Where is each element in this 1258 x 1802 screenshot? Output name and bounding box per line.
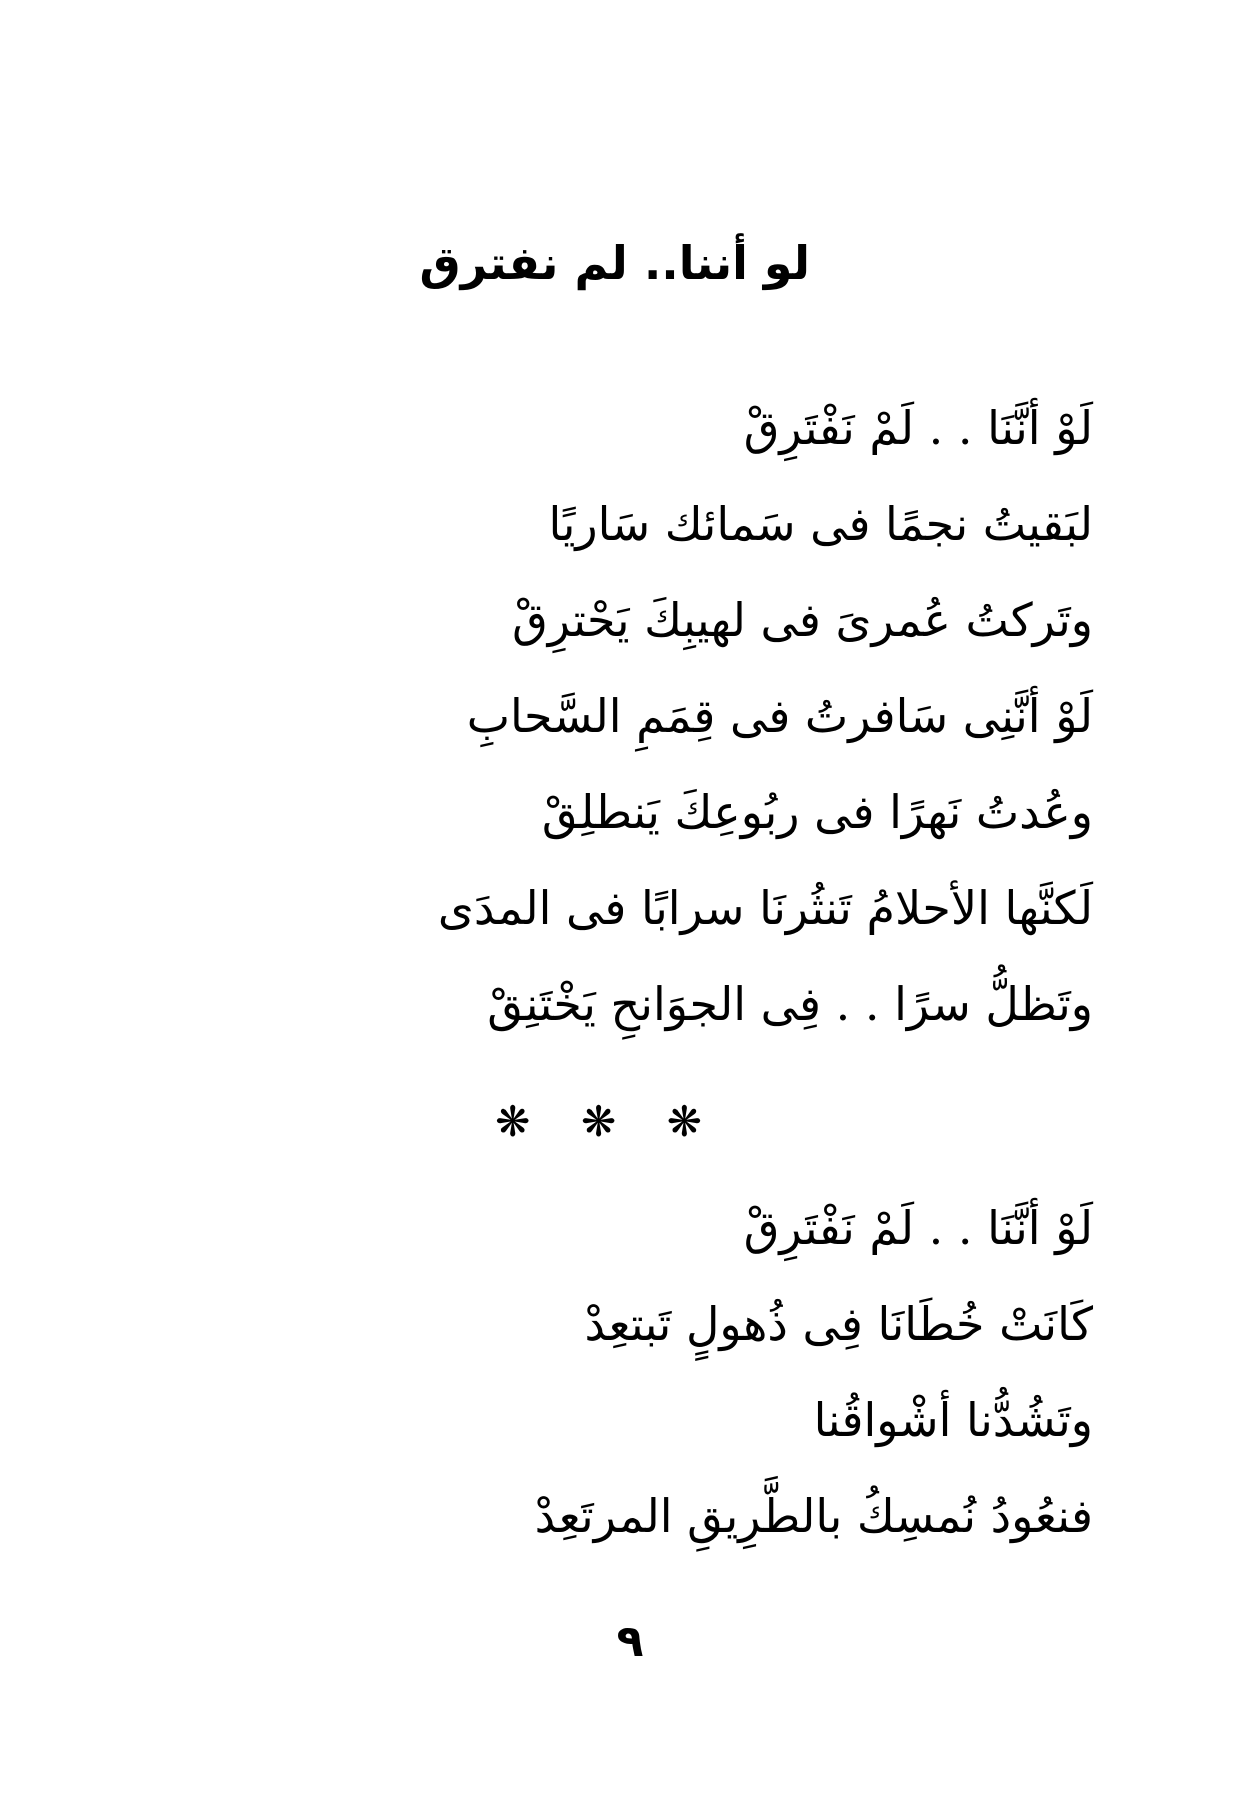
verse-line: وعُدتُ نَهرًا فى ربُوعِكَ يَنطلِقْ (541, 785, 1093, 839)
page-number: ٩ (616, 1616, 644, 1667)
verse-line: وتَشُدُّنا أشْواقُنا (813, 1393, 1093, 1447)
stanza-2 (373, 1180, 1093, 1564)
verse-line: لبَقيتُ نجمًا فى سَمائك سَاريًا (548, 497, 1093, 551)
verse-line: لَكنَّها الأحلامُ تَنثُرنَا سرابًا فى المدَى (437, 881, 1093, 935)
verse-line: لَوْ أنَّنَا . . لَمْ نَفْتَرِقْ (743, 1201, 1093, 1255)
verse-line: كَانَتْ خُطَانَا فِى ذُهولٍ تَبتعِدْ (584, 1297, 1093, 1351)
verse-line: لَوْ أنَّنَا . . لَمْ نَفْتَرِقْ (743, 401, 1093, 455)
verse-line: لَوْ أنَّنِى سَافرتُ فى قِمَمِ السَّحابِ (466, 689, 1093, 743)
poem-title: لو أننا.. لم نفترق (419, 236, 810, 290)
stanza-1 (373, 380, 1093, 1052)
verse-line: فنعُودُ نُمسِكُ بالطَّرِيقِ المرتَعِدْ (534, 1489, 1093, 1543)
stanza-separator: ❋ ❋ ❋ (495, 1097, 720, 1146)
verse-line: وتَركتُ عُمرىَ فى لهيبِكَ يَحْترِقْ (512, 593, 1093, 647)
verse-line: وتَظلُّ سرًا . . فِى الجوَانحِ يَخْتَنِقْ (487, 977, 1093, 1031)
